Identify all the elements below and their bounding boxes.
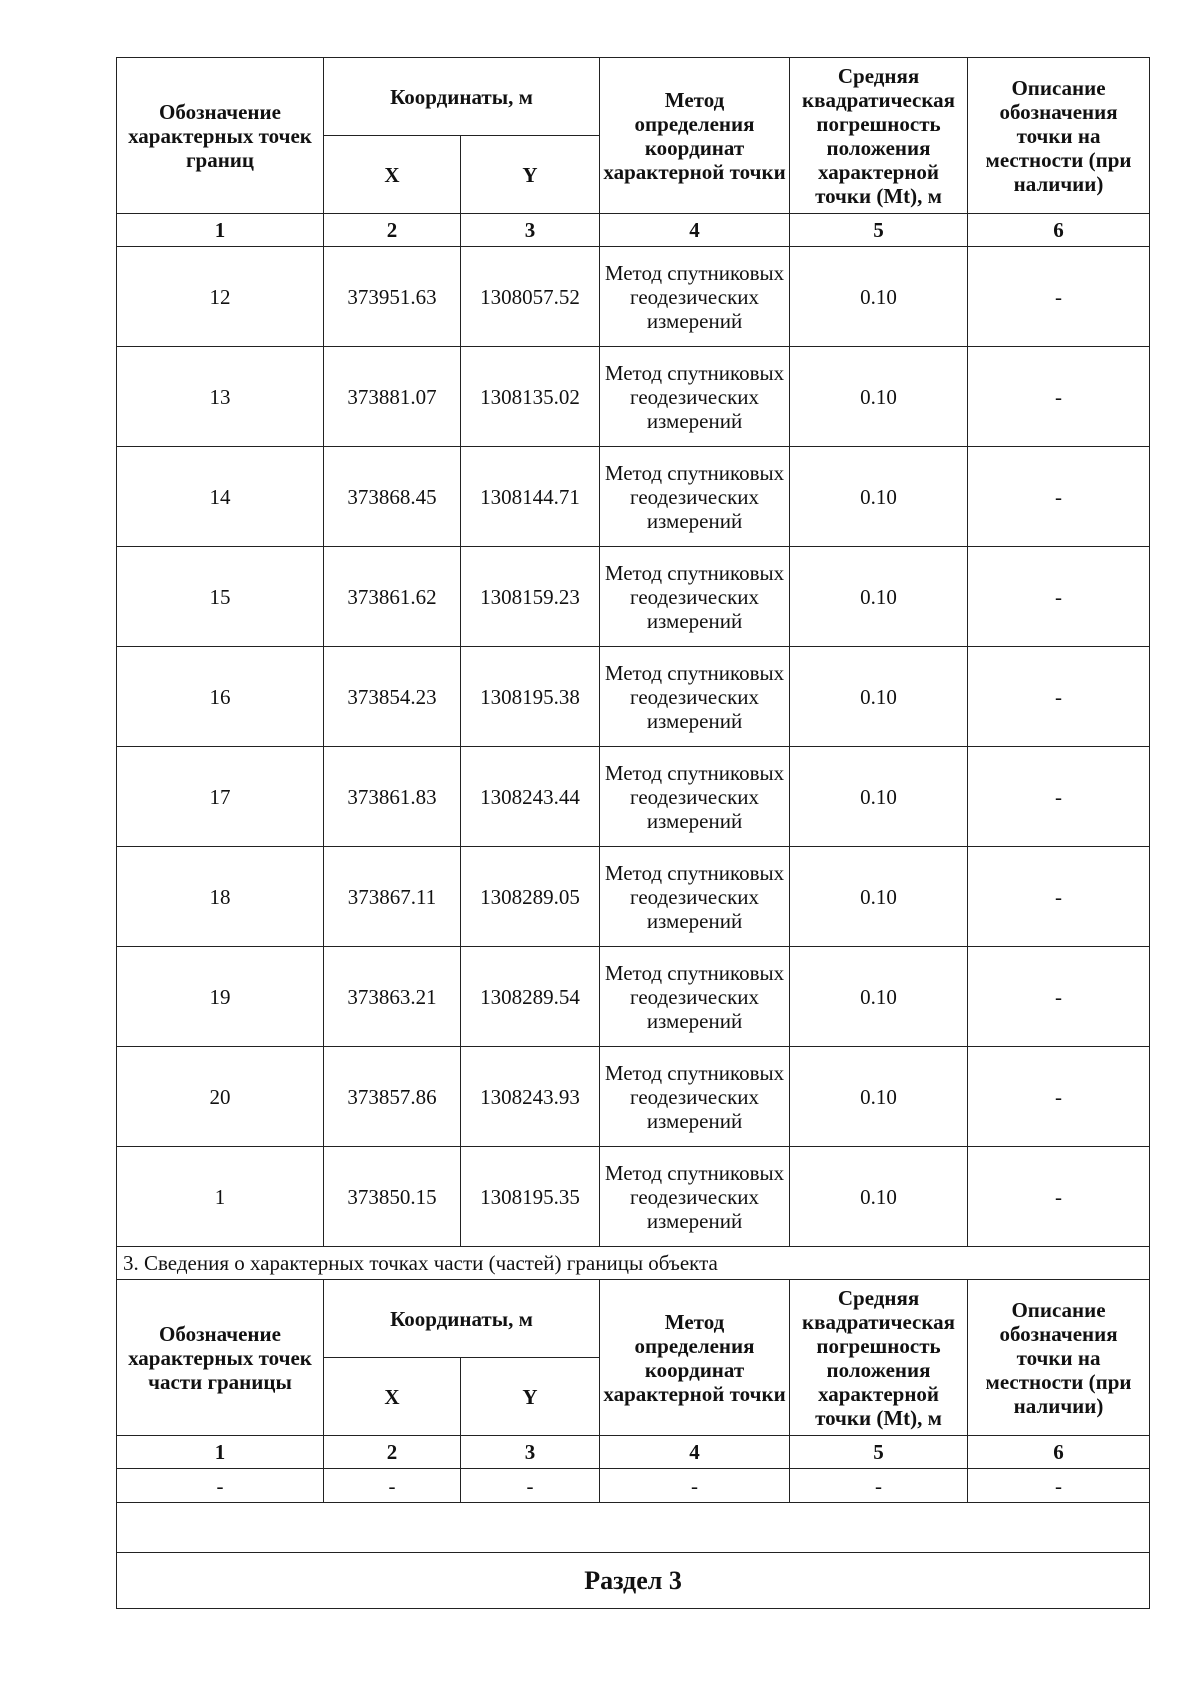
- description: -: [968, 847, 1150, 947]
- section-title: Раздел 3: [117, 1553, 1150, 1609]
- method: Метод спутниковых геодезических измерений: [600, 247, 790, 347]
- column-number: 5: [790, 1436, 968, 1469]
- point-id: 12: [117, 247, 324, 347]
- accuracy: -: [790, 1469, 968, 1503]
- coord-x: 373951.63: [324, 247, 461, 347]
- header-x: X: [324, 136, 461, 214]
- coord-x: 373868.45: [324, 447, 461, 547]
- description: -: [968, 547, 1150, 647]
- table-row: [117, 1147, 1150, 1247]
- coord-y: 1308243.44: [461, 747, 600, 847]
- header-coordinates: Координаты, м: [324, 58, 600, 136]
- coord-y: -: [461, 1469, 600, 1503]
- header-y: Y: [461, 136, 600, 214]
- coord-y: 1308159.23: [461, 547, 600, 647]
- header-x: X: [324, 1358, 461, 1436]
- point-id: 14: [117, 447, 324, 547]
- coord-y: 1308144.71: [461, 447, 600, 547]
- point-id: 1: [117, 1147, 324, 1247]
- table-row: [117, 647, 1150, 747]
- coord-y: 1308135.02: [461, 347, 600, 447]
- table-row: [117, 747, 1150, 847]
- accuracy: 0.10: [790, 1047, 968, 1147]
- table2-column-numbers: [117, 1436, 1150, 1469]
- header-designation: Обозначение характерных точек части границы: [117, 1280, 324, 1436]
- section-caption-row: [117, 1247, 1150, 1280]
- coord-y: 1308195.38: [461, 647, 600, 747]
- accuracy: 0.10: [790, 847, 968, 947]
- point-id: 13: [117, 347, 324, 447]
- coord-x: -: [324, 1469, 461, 1503]
- accuracy: 0.10: [790, 547, 968, 647]
- column-number: 1: [117, 214, 324, 247]
- method: Метод спутниковых геодезических измерений: [600, 447, 790, 547]
- method: Метод спутниковых геодезических измерений: [600, 1047, 790, 1147]
- header-coordinates: Координаты, м: [324, 1280, 600, 1358]
- accuracy: 0.10: [790, 247, 968, 347]
- point-id: 16: [117, 647, 324, 747]
- method: Метод спутниковых геодезических измерений: [600, 847, 790, 947]
- coord-y: 1308289.54: [461, 947, 600, 1047]
- table1-header-row: [117, 58, 1150, 136]
- column-number: 5: [790, 214, 968, 247]
- table-row: [117, 847, 1150, 947]
- point-id: 15: [117, 547, 324, 647]
- coord-x: 373854.23: [324, 647, 461, 747]
- coord-y: 1308195.35: [461, 1147, 600, 1247]
- description: -: [968, 647, 1150, 747]
- point-id: 19: [117, 947, 324, 1047]
- point-id: -: [117, 1469, 324, 1503]
- header-method: Метод определения координат характерной точки: [600, 1280, 790, 1436]
- header-description: Описание обозначения точки на местности (при наличии): [968, 1280, 1150, 1436]
- point-id: 20: [117, 1047, 324, 1147]
- table-row: [117, 1047, 1150, 1147]
- method: -: [600, 1469, 790, 1503]
- method: Метод спутниковых геодезических измерений: [600, 647, 790, 747]
- description: -: [968, 747, 1150, 847]
- header-description: Описание обозначения точки на местности (при наличии): [968, 58, 1150, 214]
- header-y: Y: [461, 1358, 600, 1436]
- column-number: 6: [968, 1436, 1150, 1469]
- method: Метод спутниковых геодезических измерений: [600, 947, 790, 1047]
- point-id: 17: [117, 747, 324, 847]
- column-number: 2: [324, 1436, 461, 1469]
- description: -: [968, 247, 1150, 347]
- description: -: [968, 947, 1150, 1047]
- coord-x: 373881.07: [324, 347, 461, 447]
- description: -: [968, 1147, 1150, 1247]
- column-number: 6: [968, 214, 1150, 247]
- empty-row: [117, 1503, 1150, 1553]
- document-page: [116, 57, 1149, 1609]
- point-id: 18: [117, 847, 324, 947]
- description: -: [968, 347, 1150, 447]
- accuracy: 0.10: [790, 447, 968, 547]
- table1-column-numbers: [117, 214, 1150, 247]
- empty-cell: [117, 1503, 1150, 1553]
- coord-x: 373850.15: [324, 1147, 461, 1247]
- coord-y: 1308057.52: [461, 247, 600, 347]
- header-designation: Обозначение характерных точек границ: [117, 58, 324, 214]
- boundary-points-table: [116, 57, 1150, 1609]
- method: Метод спутниковых геодезических измерений: [600, 1147, 790, 1247]
- table-row: [117, 347, 1150, 447]
- accuracy: 0.10: [790, 1147, 968, 1247]
- coord-x: 373857.86: [324, 1047, 461, 1147]
- coord-x: 373861.83: [324, 747, 461, 847]
- column-number: 3: [461, 1436, 600, 1469]
- column-number: 4: [600, 214, 790, 247]
- table-row: [117, 1469, 1150, 1503]
- method: Метод спутниковых геодезических измерений: [600, 347, 790, 447]
- accuracy: 0.10: [790, 647, 968, 747]
- table-row: [117, 947, 1150, 1047]
- section-caption: 3. Сведения о характерных точках части (частей) границы объекта: [117, 1247, 1150, 1280]
- accuracy: 0.10: [790, 347, 968, 447]
- accuracy: 0.10: [790, 947, 968, 1047]
- description: -: [968, 447, 1150, 547]
- header-method: Метод определения координат характерной точки: [600, 58, 790, 214]
- column-number: 3: [461, 214, 600, 247]
- header-accuracy: Средняя квадратическая погрешность положения характерной точки (Mt), м: [790, 1280, 968, 1436]
- table-row: [117, 247, 1150, 347]
- column-number: 1: [117, 1436, 324, 1469]
- table-row: [117, 547, 1150, 647]
- table-row: [117, 447, 1150, 547]
- coord-y: 1308243.93: [461, 1047, 600, 1147]
- coord-y: 1308289.05: [461, 847, 600, 947]
- method: Метод спутниковых геодезических измерений: [600, 747, 790, 847]
- column-number: 2: [324, 214, 461, 247]
- header-accuracy: Средняя квадратическая погрешность положения характерной точки (Mt), м: [790, 58, 968, 214]
- column-number: 4: [600, 1436, 790, 1469]
- description: -: [968, 1469, 1150, 1503]
- coord-x: 373861.62: [324, 547, 461, 647]
- section-title-row: [117, 1553, 1150, 1609]
- description: -: [968, 1047, 1150, 1147]
- accuracy: 0.10: [790, 747, 968, 847]
- coord-x: 373867.11: [324, 847, 461, 947]
- table2-header-row: [117, 1280, 1150, 1358]
- method: Метод спутниковых геодезических измерений: [600, 547, 790, 647]
- coord-x: 373863.21: [324, 947, 461, 1047]
